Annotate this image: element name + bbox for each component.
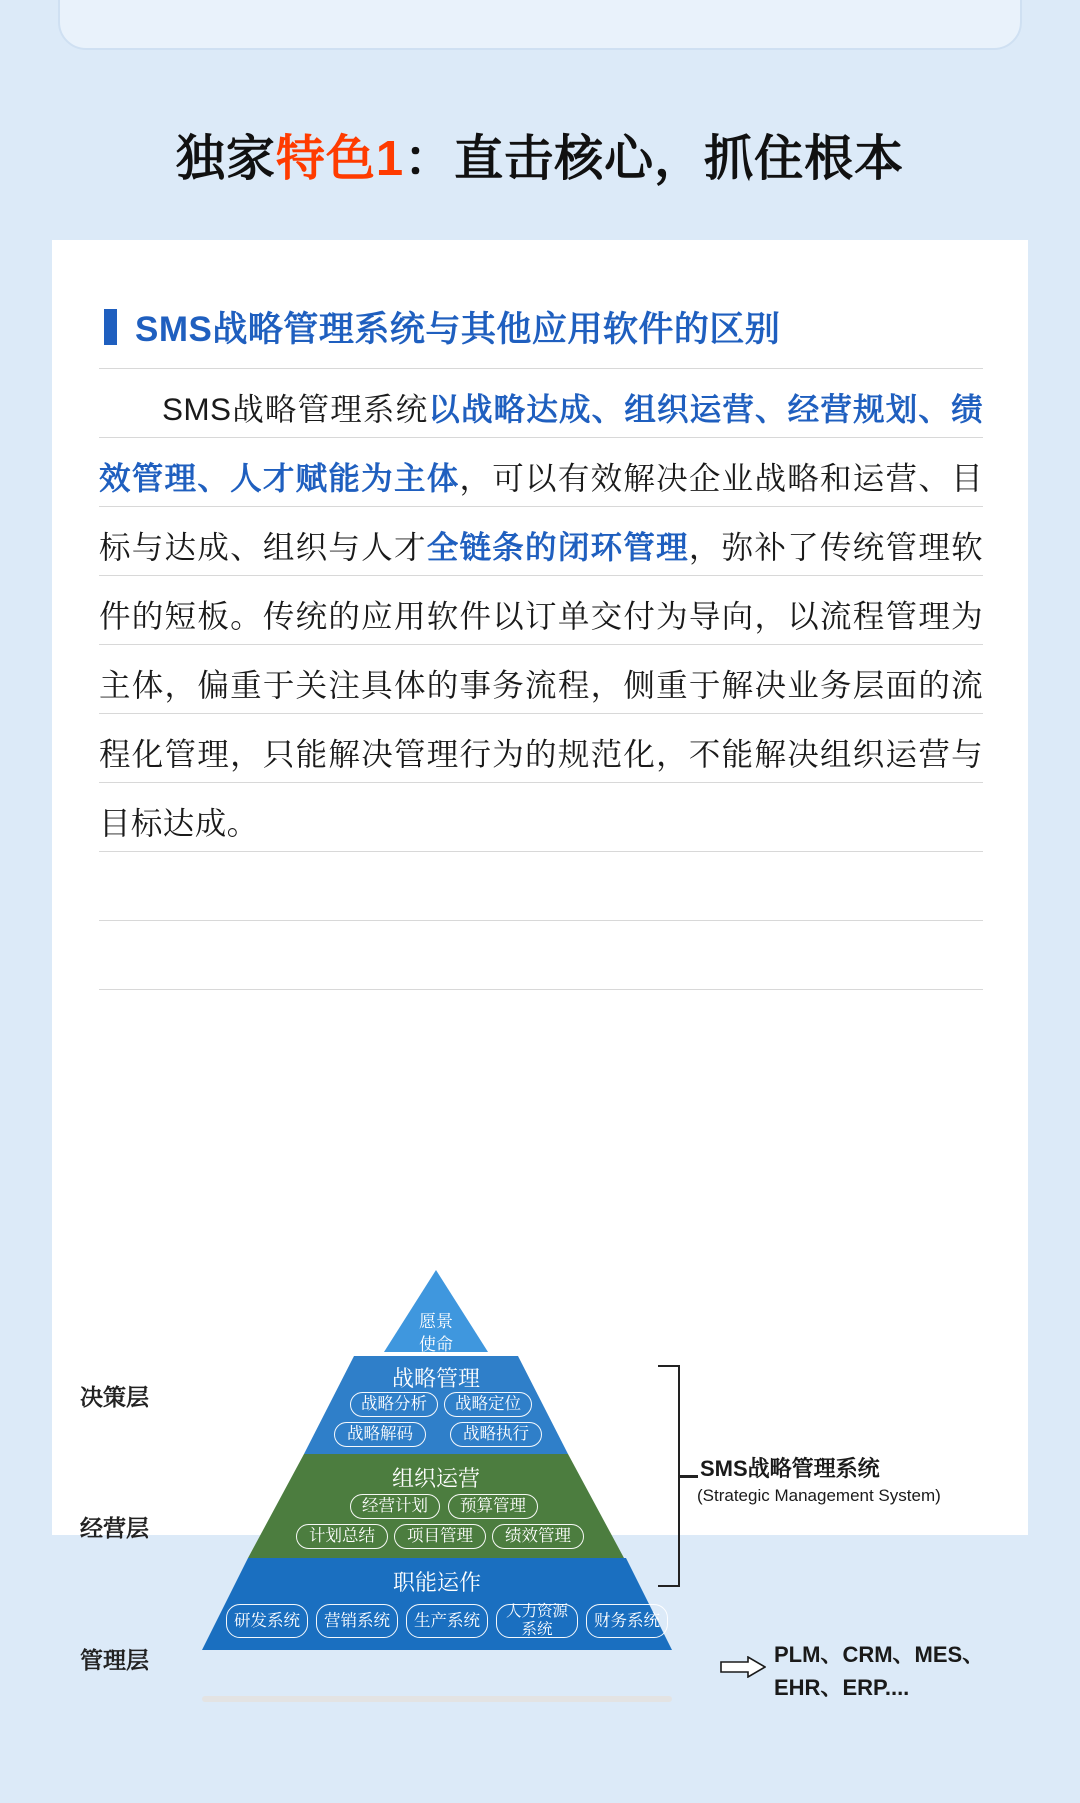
section-header <box>104 302 780 352</box>
pill-finance-system: 财务系统 <box>586 1604 668 1638</box>
pyramid-band-strategy <box>304 1356 568 1454</box>
pill-production-system: 生产系统 <box>406 1604 488 1638</box>
divider-line-3 <box>99 575 983 576</box>
pill-strategy-decoding: 战略解码 <box>334 1422 426 1447</box>
pyramid-diagram <box>52 1020 1028 1700</box>
title-suffix: ：直击核心，抓住根本 <box>404 132 905 186</box>
divider-line-2 <box>99 506 983 507</box>
sms-bracket-tick-icon <box>680 1475 698 1478</box>
layer-label-decision: 决策层 <box>80 1384 149 1410</box>
divider-line-5 <box>99 713 983 714</box>
pill-plan-summary: 计划总结 <box>296 1524 388 1549</box>
pyramid-base-shadow <box>202 1696 672 1702</box>
sms-system-english: (Strategic Management System) <box>697 1486 941 1505</box>
divider-line-7 <box>99 851 983 852</box>
pill-performance-management: 绩效管理 <box>492 1524 584 1549</box>
pyramid-apex-text <box>384 1310 488 1356</box>
pyramid-band-operation <box>248 1454 624 1558</box>
section-marker-icon <box>104 309 117 345</box>
top-sheet-decoration <box>58 0 1022 50</box>
external-systems-line-1: PLM、CRM、MES、 <box>774 1642 985 1667</box>
external-systems-label <box>774 1638 1024 1704</box>
apex-line-1: 愿景 <box>419 1312 453 1331</box>
content-card <box>52 240 1028 1700</box>
apex-line-2: 使命 <box>419 1335 453 1354</box>
section-title: SMS战略管理系统与其他应用软件的区别 <box>135 310 781 349</box>
external-systems-line-2: EHR、ERP.... <box>774 1675 910 1700</box>
page-title <box>0 120 1080 190</box>
body-paragraph <box>99 375 983 858</box>
sms-bracket-icon <box>658 1365 680 1587</box>
pill-project-management: 项目管理 <box>394 1524 486 1549</box>
divider-top <box>99 368 983 369</box>
pill-strategy-positioning: 战略定位 <box>444 1392 532 1417</box>
layer-label-operation: 经营层 <box>80 1515 149 1541</box>
right-arrow-icon <box>720 1656 766 1678</box>
paragraph-highlight-2: 全链条的闭环管理 <box>426 529 689 565</box>
title-prefix: 独家 <box>175 132 276 186</box>
pill-budget-management: 预算管理 <box>448 1494 538 1519</box>
pill-rnd-system: 研发系统 <box>226 1604 308 1638</box>
paragraph-highlight-1: 以战略达成、组织运营、经营规划、绩效管理、人才赋能为主体 <box>99 391 983 496</box>
function-band-title: 职能运作 <box>392 1570 481 1595</box>
divider-line-4 <box>99 644 983 645</box>
pill-business-plan: 经营计划 <box>350 1494 440 1519</box>
pill-hr-system: 人力资源系统 <box>496 1604 578 1638</box>
strategy-band-title: 战略管理 <box>391 1366 480 1391</box>
pill-marketing-system: 营销系统 <box>316 1604 398 1638</box>
divider-line-6 <box>99 782 983 783</box>
paragraph-part-3: ，弥补了传统管理软件的短板。传统的应用软件以订单交付为导向，以流程管理为主体，偏重于关注具体的事务流程，侧重于解决业务层面的流程化管理，只能解决管理行为的规范化，不能解决组织运营与目标达成。 <box>99 529 983 841</box>
title-accent: 特色1 <box>275 132 405 186</box>
divider-bottom <box>99 989 983 990</box>
pyramid-band-function <box>202 1558 672 1650</box>
operation-band-title: 组织运营 <box>391 1466 480 1491</box>
pill-strategy-analysis: 战略分析 <box>350 1392 438 1417</box>
sms-system-label: SMS战略管理系统 <box>700 1456 880 1481</box>
paragraph-part-1: SMS战略管理系统 <box>162 391 429 427</box>
pill-strategy-execution: 战略执行 <box>450 1422 542 1447</box>
divider-line-1 <box>99 437 983 438</box>
paragraph-part-2: ，可以有效解决企业战略和运营、目标与达成、组织与人才 <box>99 460 983 565</box>
divider-line-8 <box>99 920 983 921</box>
layer-label-management: 管理层 <box>80 1647 149 1673</box>
